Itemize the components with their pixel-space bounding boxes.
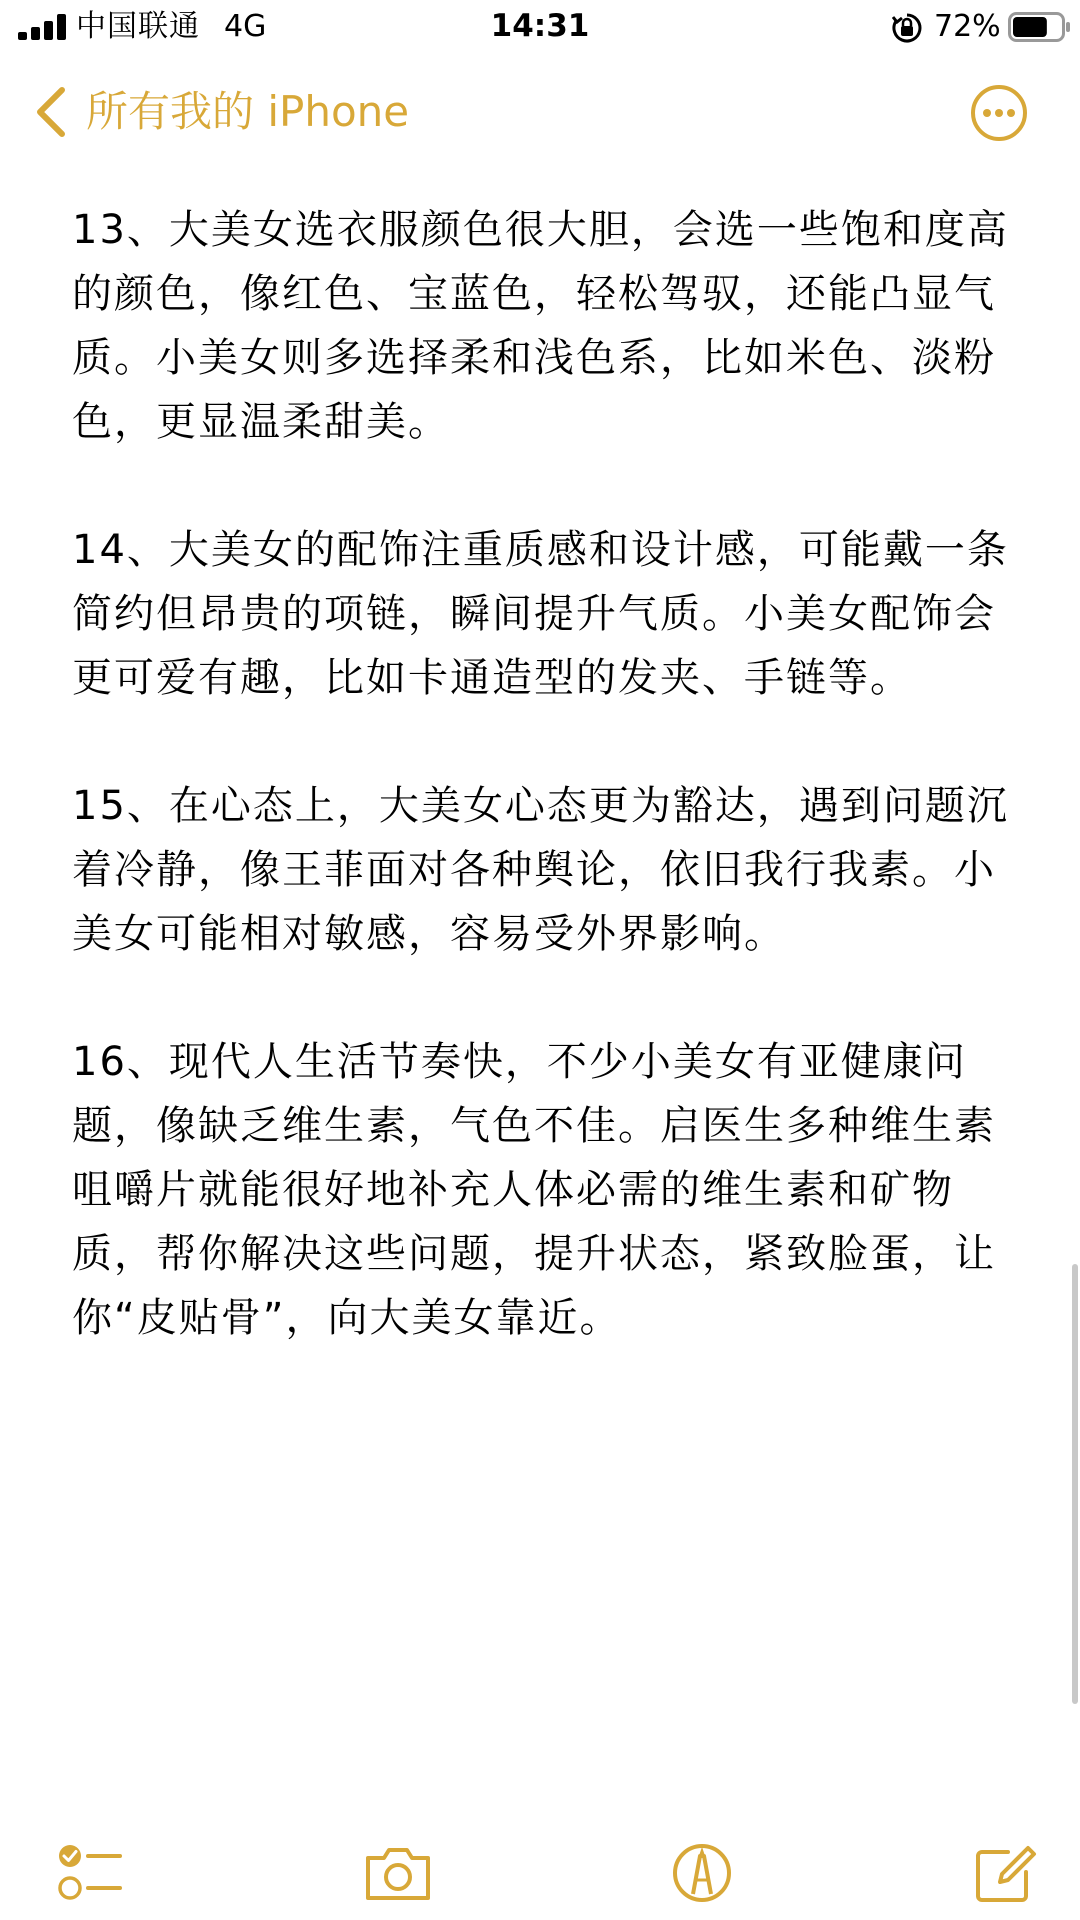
status-time: 14:31 xyxy=(490,8,590,44)
note-paragraph-15[interactable]: 15、在心态上，大美女心态更为豁达，遇到问题沉着冷静，像王菲面对各种舆论，依旧我行我素。小美女可能相对敏感，容易受外界影响。 xyxy=(72,783,1009,957)
compose-icon[interactable] xyxy=(970,1842,1042,1904)
note-body[interactable] xyxy=(72,198,1032,1414)
network-type: 4G xyxy=(224,9,267,44)
orientation-lock-icon xyxy=(892,13,922,43)
more-ellipsis-icon[interactable] xyxy=(970,84,1028,142)
carrier-name: 中国联通 xyxy=(76,9,200,44)
battery-icon xyxy=(1008,12,1072,42)
note-paragraph-13[interactable]: 13、大美女选衣服颜色很大胆，会选一些饱和度高的颜色，像红色、宝蓝色，轻松驾驭，还能凸显气质。小美女则多选择柔和浅色系，比如米色、淡粉色，更显温柔甜美。 xyxy=(72,207,1009,445)
camera-icon[interactable] xyxy=(362,1842,434,1904)
back-button[interactable]: 所有我的 iPhone xyxy=(86,87,410,136)
status-bar xyxy=(0,0,1080,56)
checklist-icon[interactable] xyxy=(56,1842,128,1904)
battery-percent: 72% xyxy=(934,9,1001,44)
chevron-left-icon[interactable] xyxy=(34,86,68,138)
note-paragraph-16[interactable]: 16、现代人生活节奏快，不少小美女有亚健康问题，像缺乏维生素，气色不佳。启医生多种维生素咀嚼片就能很好地补充人体必需的维生素和矿物质，帮你解决这些问题，提升状态，紧致脸蛋，让你“皮贴骨”，向大美女靠近。 xyxy=(72,1039,996,1341)
markup-pen-icon[interactable] xyxy=(666,1842,738,1904)
note-paragraph-14[interactable]: 14、大美女的配饰注重质感和设计感，可能戴一条简约但昂贵的项链，瞬间提升气质。小美女配饰会更可爱有趣，比如卡通造型的发夹、手链等。 xyxy=(72,527,1009,701)
scrollbar[interactable] xyxy=(1072,1264,1078,1704)
